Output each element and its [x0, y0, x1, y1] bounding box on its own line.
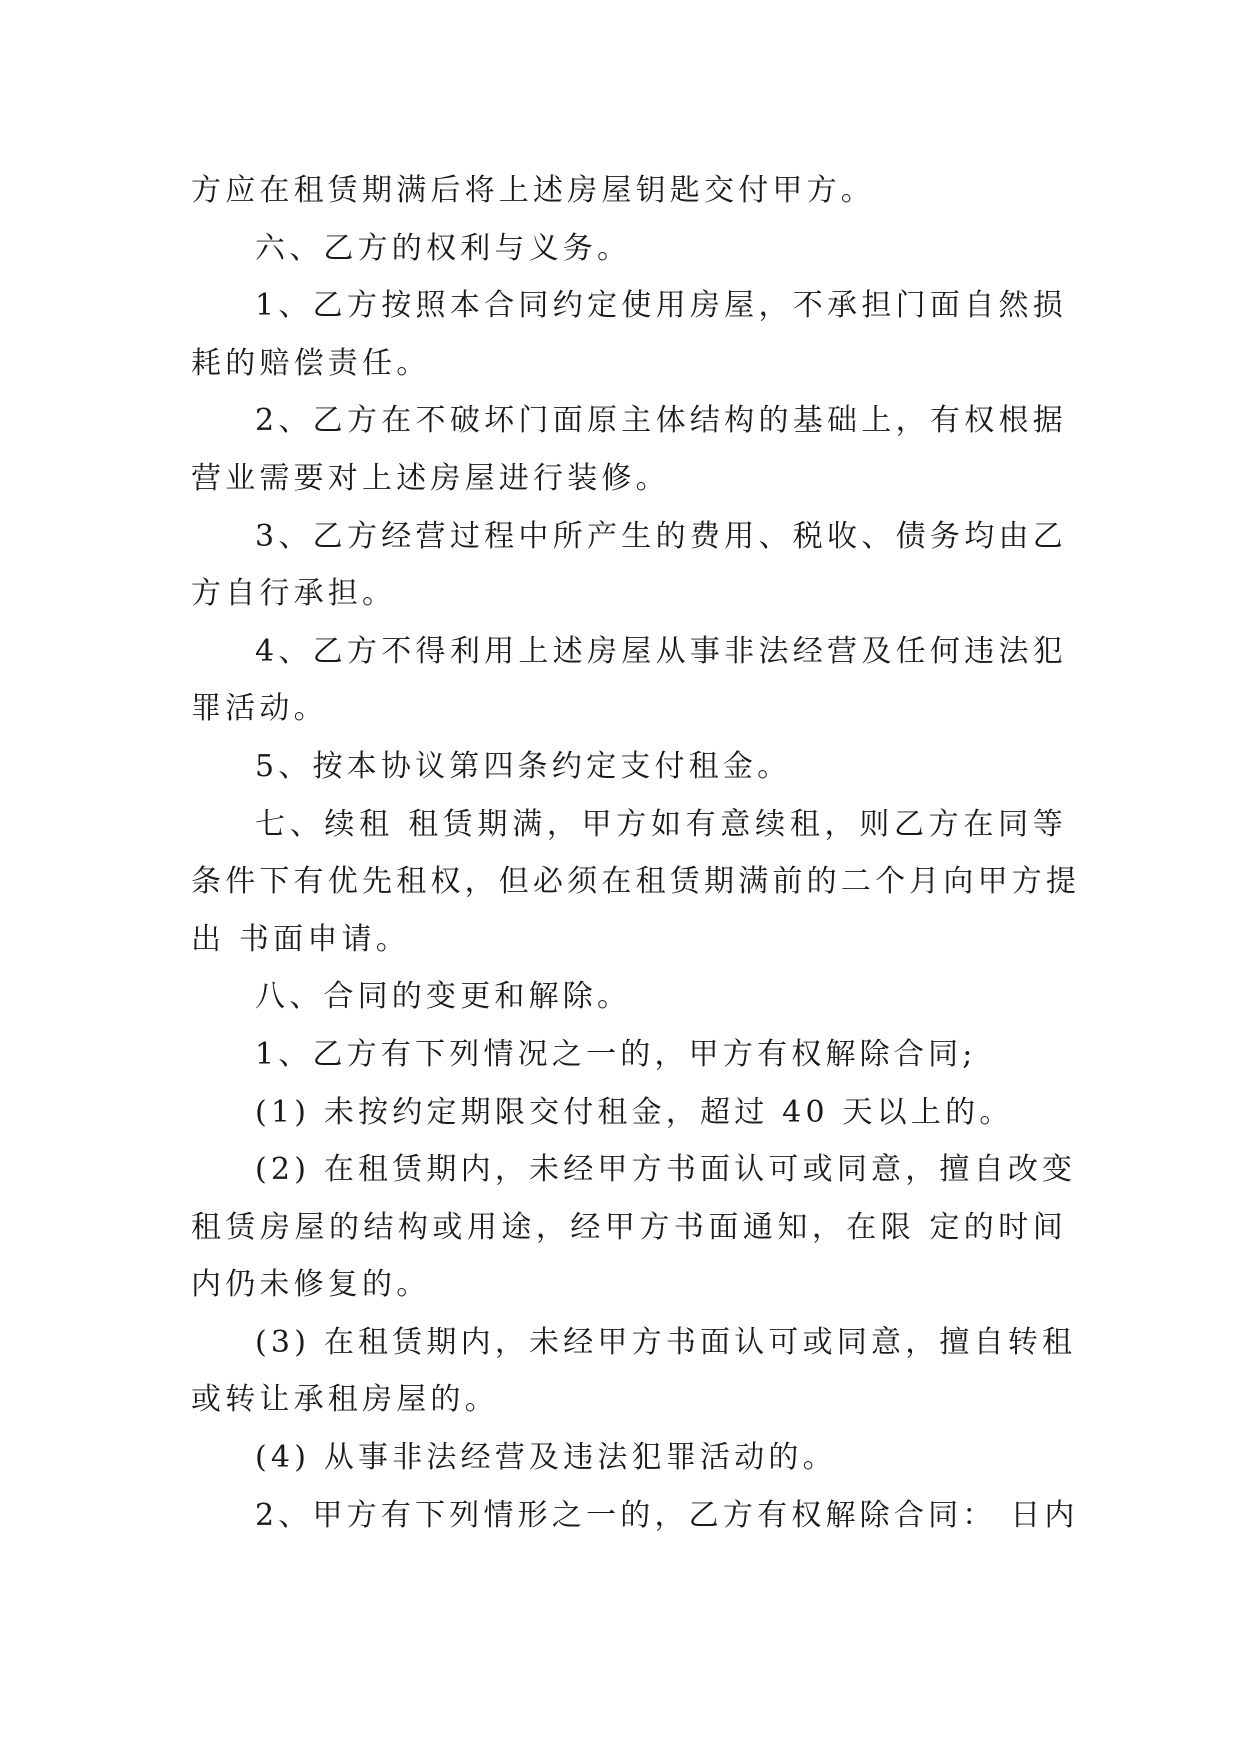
text-line: 耗的赔偿责任。	[191, 345, 431, 381]
text-line: (4) 从事非法经营及违法犯罪活动的。	[255, 1440, 837, 1476]
text-line: (2) 在租赁期内，未经甲方书面认可或同意，擅自改变	[255, 1152, 1077, 1188]
document-body	[191, 162, 1081, 1544]
text-line: 罪活动。	[191, 691, 328, 727]
text-line: 3、乙方经营过程中所产生的费用、税收、债务均由乙	[255, 518, 1067, 554]
text-line: 内仍未修复的。	[191, 1267, 431, 1303]
text-line: 4、乙方不得利用上述房屋从事非法经营及任何违法犯	[255, 633, 1067, 669]
text-line: 1、乙方有下列情况之一的，甲方有权解除合同;	[255, 1036, 977, 1072]
text-line: 营业需要对上述房屋进行装修。	[191, 460, 670, 496]
text-line: 租赁房屋的结构或用途，经甲方书面通知，在限 定的时间	[191, 1209, 1067, 1245]
text-line: 2、乙方在不破坏门面原主体结构的基础上，有权根据	[255, 403, 1067, 439]
text-line: 条件下有优先租权，但必须在租赁期满前的二个月向甲方提	[191, 864, 1081, 900]
text-line: 2、甲方有下列情形之一的，乙方有权解除合同： 日内	[255, 1497, 1079, 1533]
text-line: 或转让承租房屋的。	[191, 1382, 499, 1418]
text-line: 方应在租赁期满后将上述房屋钥匙交付甲方。	[191, 173, 875, 208]
text-line: 出 书面申请。	[191, 921, 410, 957]
text-line: 七、续租 租赁期满，甲方如有意续租，则乙方在同等	[255, 806, 1067, 842]
text-line: 六、乙方的权利与义务。	[255, 230, 632, 266]
text-line: 1、乙方按照本合同约定使用房屋，不承担门面自然损	[255, 288, 1067, 324]
text-line: 八、合同的变更和解除。	[255, 979, 632, 1015]
text-line: (3) 在租赁期内，未经甲方书面认可或同意，擅自转租	[255, 1324, 1077, 1360]
text-line: (1) 未按约定期限交付租金，超过 40 天以上的。	[255, 1094, 1014, 1130]
text-line: 5、按本协议第四条约定支付租金。	[255, 748, 792, 784]
text-line: 方自行承担。	[191, 576, 397, 612]
